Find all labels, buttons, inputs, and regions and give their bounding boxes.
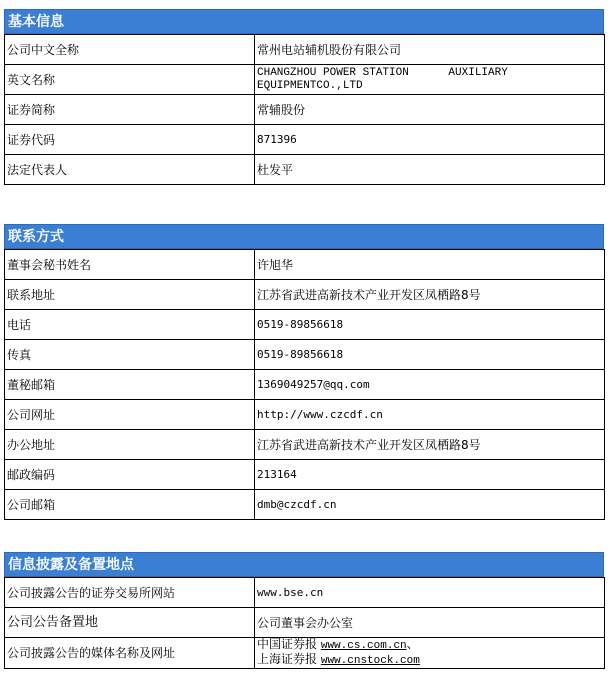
english-name-line-1: CHANGZHOU POWER STATION AUXILIARY — [257, 66, 508, 79]
disclosure-header: 信息披露及备置地点 — [4, 552, 604, 577]
table-row — [5, 95, 605, 125]
row-value: 公司董事会办公室 — [255, 608, 605, 638]
row-value: 213164 — [255, 460, 605, 490]
table-row — [5, 35, 605, 65]
media-separator: 、 — [406, 637, 419, 651]
row-value: 常辅股份 — [255, 95, 605, 125]
row-value: 杜发平 — [255, 155, 605, 185]
table-row — [5, 638, 605, 669]
table-row — [5, 340, 605, 370]
table-row — [5, 460, 605, 490]
media-line-1 — [257, 638, 604, 653]
row-value: www.bse.cn — [255, 578, 605, 608]
table-row — [5, 125, 605, 155]
media-line-2 — [257, 653, 604, 668]
row-value: 0519-89856618 — [255, 340, 605, 370]
media-link[interactable]: www.cs.com.cn — [320, 640, 407, 652]
row-label: 联系地址 — [5, 280, 255, 310]
table-row — [5, 578, 605, 608]
row-label: 办公地址 — [5, 430, 255, 460]
media-link[interactable]: www.cnstock.com — [320, 655, 420, 667]
row-label: 董秘邮箱 — [5, 370, 255, 400]
basic-info-header: 基本信息 — [4, 9, 604, 34]
media-name: 上海证券报 — [257, 652, 318, 666]
row-label: 证券简称 — [5, 95, 255, 125]
table-row — [5, 490, 605, 520]
row-label: 电话 — [5, 310, 255, 340]
row-label: 公司邮箱 — [5, 490, 255, 520]
contact-header: 联系方式 — [4, 224, 604, 249]
table-row — [5, 310, 605, 340]
english-name-line-2: EQUIPMENTCO.,LTD — [257, 79, 363, 92]
table-row — [5, 370, 605, 400]
row-label: 传真 — [5, 340, 255, 370]
row-value: 1369049257@qq.com — [255, 370, 605, 400]
table-row — [5, 608, 605, 638]
disclosure-table — [4, 577, 605, 669]
row-label: 公司网址 — [5, 400, 255, 430]
row-value: 871396 — [255, 125, 605, 155]
table-row — [5, 65, 605, 95]
row-label: 法定代表人 — [5, 155, 255, 185]
row-label: 董事会秘书姓名 — [5, 250, 255, 280]
row-value: 江苏省武进高新技术产业开发区凤栖路8号 — [255, 430, 605, 460]
row-label: 公司中文全称 — [5, 35, 255, 65]
row-value: dmb@czcdf.cn — [255, 490, 605, 520]
media-name: 中国证券报 — [257, 637, 318, 651]
row-label: 公司公告备置地 — [5, 608, 255, 638]
row-value: 许旭华 — [255, 250, 605, 280]
table-row — [5, 400, 605, 430]
row-value: http://www.czcdf.cn — [255, 400, 605, 430]
row-value: 常州电站辅机股份有限公司 — [255, 35, 605, 65]
row-label: 邮政编码 — [5, 460, 255, 490]
media-cell — [255, 638, 605, 669]
table-row — [5, 155, 605, 185]
row-label: 证券代码 — [5, 125, 255, 155]
table-row — [5, 250, 605, 280]
table-row — [5, 280, 605, 310]
basic-info-table — [4, 34, 605, 185]
contact-table — [4, 249, 605, 520]
row-value: 0519-89856618 — [255, 310, 605, 340]
row-label: 英文名称 — [5, 65, 255, 95]
table-row — [5, 430, 605, 460]
row-value: 江苏省武进高新技术产业开发区凤栖路8号 — [255, 280, 605, 310]
row-value — [255, 65, 605, 95]
basic-info-section — [4, 9, 604, 185]
row-label: 公司披露公告的证券交易所网站 — [5, 578, 255, 608]
disclosure-section — [4, 552, 604, 669]
row-label: 公司披露公告的媒体名称及网址 — [5, 638, 255, 669]
contact-section — [4, 224, 604, 520]
